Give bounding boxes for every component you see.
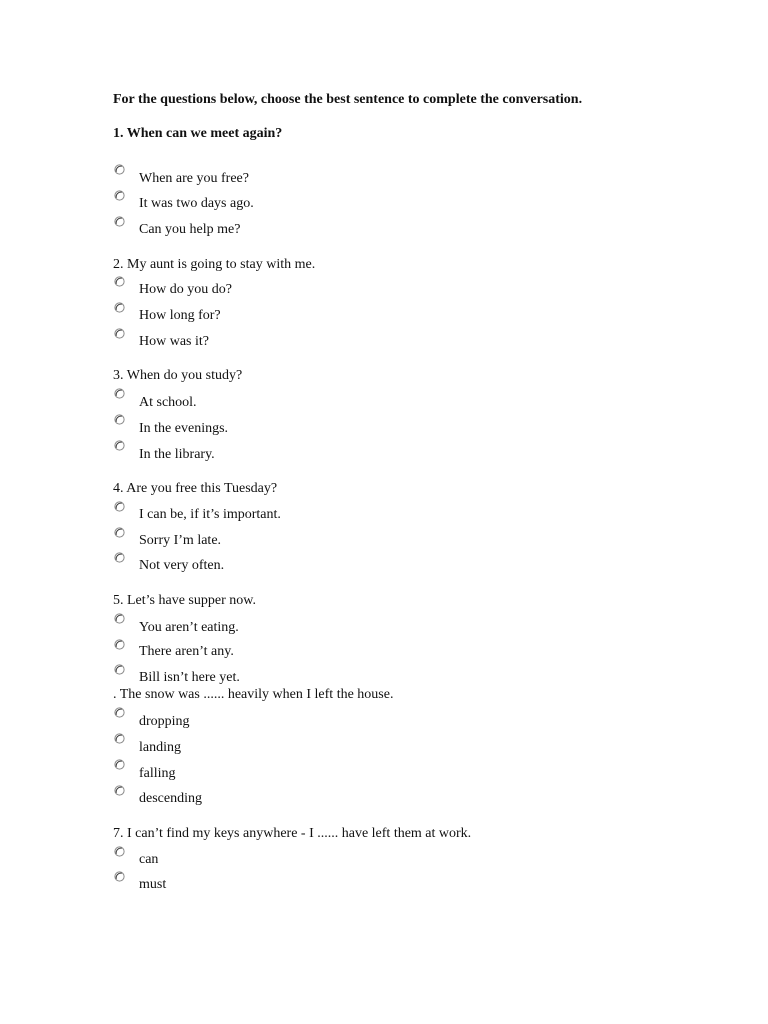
question-3-prompt: 3. When do you study? [113,368,243,383]
radio-q4-opt3[interactable] [114,552,125,563]
q6-option-3: falling [139,766,176,781]
radio-q7-opt1[interactable] [114,846,125,857]
radio-q3-opt2[interactable] [114,414,125,425]
question-6-prompt: . The snow was ...... heavily when I left the house. [113,687,394,702]
q5-option-1: You aren’t eating. [139,620,239,635]
question-4-prompt: 4. Are you free this Tuesday? [113,481,278,496]
q2-option-3: How was it? [139,334,209,349]
question-7-prompt: 7. I can’t find my keys anywhere - I ...... have left them at work. [113,826,472,841]
q7-option-1: can [139,852,159,867]
q3-option-1: At school. [139,395,197,410]
radio-q3-opt1[interactable] [114,388,125,399]
instructions-text: For the questions below, choose the best sentence to complete the conversation. [113,92,583,107]
radio-q3-opt3[interactable] [114,440,125,451]
question-1-prompt: 1. When can we meet again? [113,126,283,141]
q4-option-2: Sorry I’m late. [139,533,222,548]
radio-q2-opt3[interactable] [114,328,125,339]
radio-q7-opt2[interactable] [114,871,125,882]
radio-q4-opt1[interactable] [114,501,125,512]
q6-option-4: descending [139,791,202,806]
radio-q6-opt3[interactable] [114,759,125,770]
q7-option-2: must [139,877,167,892]
radio-q2-opt1[interactable] [114,276,125,287]
radio-q6-opt2[interactable] [114,733,125,744]
radio-q1-opt3[interactable] [114,216,125,227]
question-2-prompt: 2. My aunt is going to stay with me. [113,257,316,272]
radio-q4-opt2[interactable] [114,527,125,538]
radio-q1-opt1[interactable] [114,164,125,175]
q1-option-1: When are you free? [139,171,249,186]
q2-option-1: How do you do? [139,282,232,297]
q5-option-3: Bill isn’t here yet. [139,670,240,685]
radio-q5-opt2[interactable] [114,639,125,650]
question-5-prompt: 5. Let’s have supper now. [113,593,256,608]
radio-q1-opt2[interactable] [114,190,125,201]
q3-option-3: In the library. [139,447,215,462]
q4-option-1: I can be, if it’s important. [139,507,281,522]
q5-option-2: There aren’t any. [139,644,234,659]
q1-option-3: Can you help me? [139,222,241,237]
q4-option-3: Not very often. [139,558,225,573]
q3-option-2: In the evenings. [139,421,229,436]
q6-option-2: landing [139,740,181,755]
radio-q5-opt1[interactable] [114,613,125,624]
radio-q2-opt2[interactable] [114,302,125,313]
radio-q5-opt3[interactable] [114,664,125,675]
q1-option-2: It was two days ago. [139,196,254,211]
radio-q6-opt1[interactable] [114,707,125,718]
radio-q6-opt4[interactable] [114,785,125,796]
q2-option-2: How long for? [139,308,221,323]
q6-option-1: dropping [139,714,190,729]
